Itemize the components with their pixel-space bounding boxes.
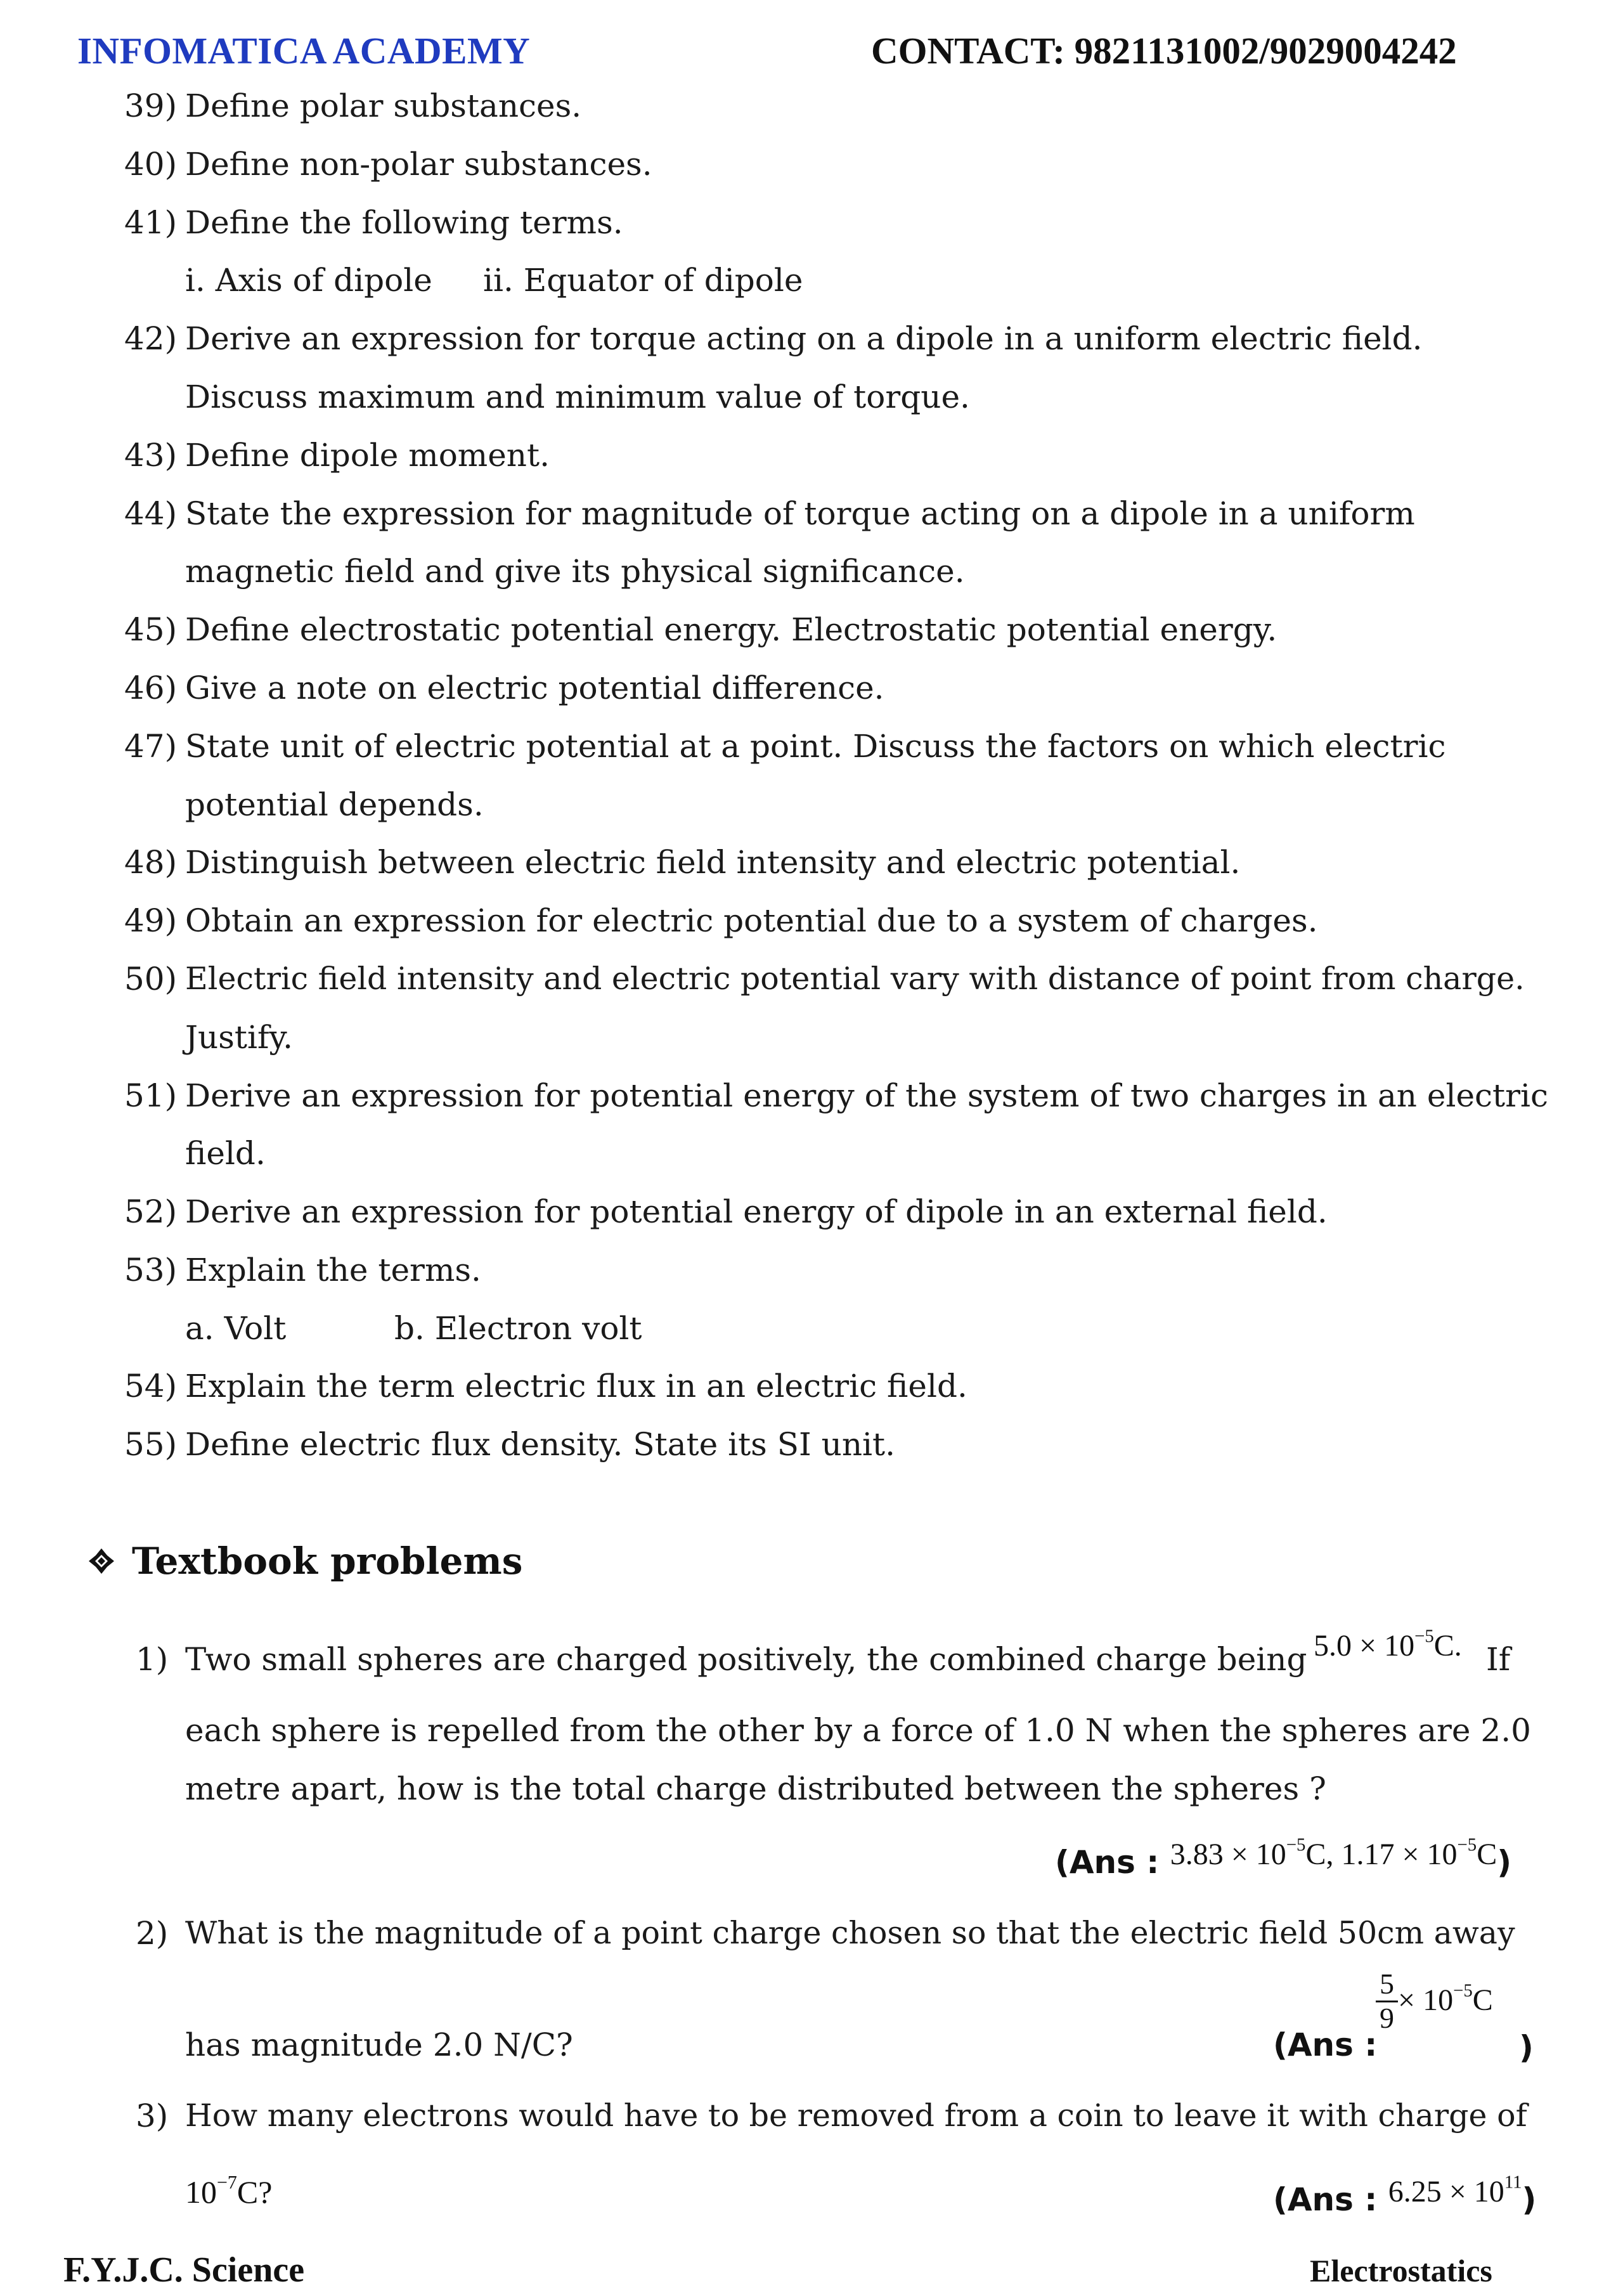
subitem: i. Axis of dipole bbox=[185, 262, 432, 299]
answer-value: $6.25 \times 10^{11}$ bbox=[1388, 2172, 1522, 2208]
contact-info: CONTACT: 9821131002/9029004242 bbox=[871, 30, 1457, 72]
problem-text: How many electrons would have to be removed from a coin to leave it with charge of bbox=[185, 2098, 1527, 2134]
answer-fraction: $\frac{5}{9}$ bbox=[1376, 1968, 1398, 2034]
question-text: State unit of electric potential at a point. Discuss the factors on which electric bbox=[185, 728, 1446, 765]
question-number: 47) bbox=[124, 728, 178, 765]
answer-close: ) bbox=[1522, 2181, 1537, 2218]
question-number: 50) bbox=[124, 961, 178, 997]
question-number: 51) bbox=[124, 1077, 178, 1114]
problem-text: Two small spheres are charged positively, the combined charge being bbox=[185, 1641, 1307, 1678]
problem-text: has magnitude 2.0 N/C? bbox=[185, 2027, 573, 2063]
question-number: 45) bbox=[124, 611, 178, 648]
problem-number: 2) bbox=[136, 1915, 169, 1952]
problem-number: 3) bbox=[136, 2098, 169, 2134]
problem-number: 1) bbox=[136, 1641, 169, 1678]
question-text: Define dipole moment. bbox=[185, 437, 550, 474]
problem-2-answer-value bbox=[1376, 1968, 1493, 2034]
question-text: Define polar substances. bbox=[185, 88, 582, 124]
question-text: Give a note on electric potential difference. bbox=[185, 670, 884, 706]
problem-text: If bbox=[1486, 1641, 1511, 1678]
answer-value: × $10^{-5}C$ bbox=[1398, 1980, 1493, 2017]
academy-name: INFOMATICA ACADEMY bbox=[77, 30, 531, 72]
charge-expression: $5.0 \times 10^{-5}C$. bbox=[1314, 1626, 1462, 1663]
question-number: 54) bbox=[124, 1368, 178, 1404]
question-text: Discuss maximum and minimum value of torque. bbox=[185, 379, 970, 415]
subitem: ii. Equator of dipole bbox=[483, 262, 803, 299]
question-text: Define the following terms. bbox=[185, 204, 623, 241]
problem-text: each sphere is repelled from the other by a force of 1.0 N when the spheres are 2.0 bbox=[185, 1712, 1531, 1749]
question-number: 41) bbox=[124, 204, 178, 241]
question-number: 40) bbox=[124, 146, 178, 183]
question-number: 46) bbox=[124, 670, 178, 706]
footer-chapter: Electrostatics bbox=[1310, 2253, 1492, 2288]
answer-label: (Ans : bbox=[1055, 1844, 1160, 1881]
question-text: Explain the term electric flux in an electric field. bbox=[185, 1368, 967, 1404]
section-title: Textbook problems bbox=[132, 1540, 523, 1583]
question-text: Electric field intensity and electric potential vary with distance of point from charge. bbox=[185, 961, 1525, 997]
subitem: b. Electron volt bbox=[394, 1310, 642, 1347]
question-text: Define non-polar substances. bbox=[185, 146, 652, 183]
question-number: 52) bbox=[124, 1193, 178, 1230]
question-number: 44) bbox=[124, 495, 178, 532]
subitem: a. Volt bbox=[185, 1310, 287, 1347]
question-number: 55) bbox=[124, 1426, 178, 1463]
problem-2-answer bbox=[1273, 2027, 1377, 2063]
problem-3-answer bbox=[1273, 2172, 1537, 2218]
diamond-bullet-icon bbox=[87, 1547, 115, 1575]
answer-label: (Ans : bbox=[1273, 2027, 1378, 2063]
answer-close: ) bbox=[1497, 1844, 1512, 1881]
answer-label: (Ans : bbox=[1273, 2181, 1378, 2218]
question-text: field. bbox=[185, 1135, 266, 1172]
question-text: Derive an expression for torque acting on a dipole in a uniform electric field. bbox=[185, 320, 1423, 357]
question-number: 49) bbox=[124, 902, 178, 939]
section-heading bbox=[87, 1540, 522, 1583]
question-text: Explain the terms. bbox=[185, 1252, 481, 1288]
question-text: Obtain an expression for electric potential due to a system of charges. bbox=[185, 902, 1318, 939]
problem-1-answer bbox=[1055, 1834, 1512, 1881]
question-number: 42) bbox=[124, 320, 178, 357]
problem-2-answer-close: ) bbox=[1519, 2029, 1534, 2066]
question-text: Derive an expression for potential energy of dipole in an external field. bbox=[185, 1193, 1328, 1230]
question-text: magnetic field and give its physical significance. bbox=[185, 553, 965, 590]
problem-text: What is the magnitude of a point charge chosen so that the electric field 50cm away bbox=[185, 1915, 1515, 1951]
answer-value: $3.83 \times 10^{-5}C$, $1.17 \times 10^{-5}C$ bbox=[1170, 1834, 1497, 1871]
question-text: potential depends. bbox=[185, 786, 484, 823]
question-text: Justify. bbox=[185, 1019, 293, 1056]
question-number: 39) bbox=[124, 88, 178, 124]
question-text: State the expression for magnitude of torque acting on a dipole in a uniform bbox=[185, 495, 1415, 532]
question-number: 53) bbox=[124, 1252, 178, 1288]
question-text: Define electric flux density. State its SI unit. bbox=[185, 1426, 895, 1463]
question-text: Derive an expression for potential energy of the system of two charges in an electric bbox=[185, 1077, 1549, 1114]
problem-text: metre apart, how is the total charge distributed between the spheres ? bbox=[185, 1770, 1326, 1807]
question-text: Define electrostatic potential energy. Electrostatic potential energy. bbox=[185, 611, 1277, 648]
charge-expression: $10^{-7}C$? bbox=[185, 2172, 273, 2210]
footer-course: F.Y.J.C. Science bbox=[63, 2250, 305, 2290]
question-number: 48) bbox=[124, 844, 178, 881]
question-text: Distinguish between electric field intensity and electric potential. bbox=[185, 844, 1241, 881]
question-number: 43) bbox=[124, 437, 178, 474]
